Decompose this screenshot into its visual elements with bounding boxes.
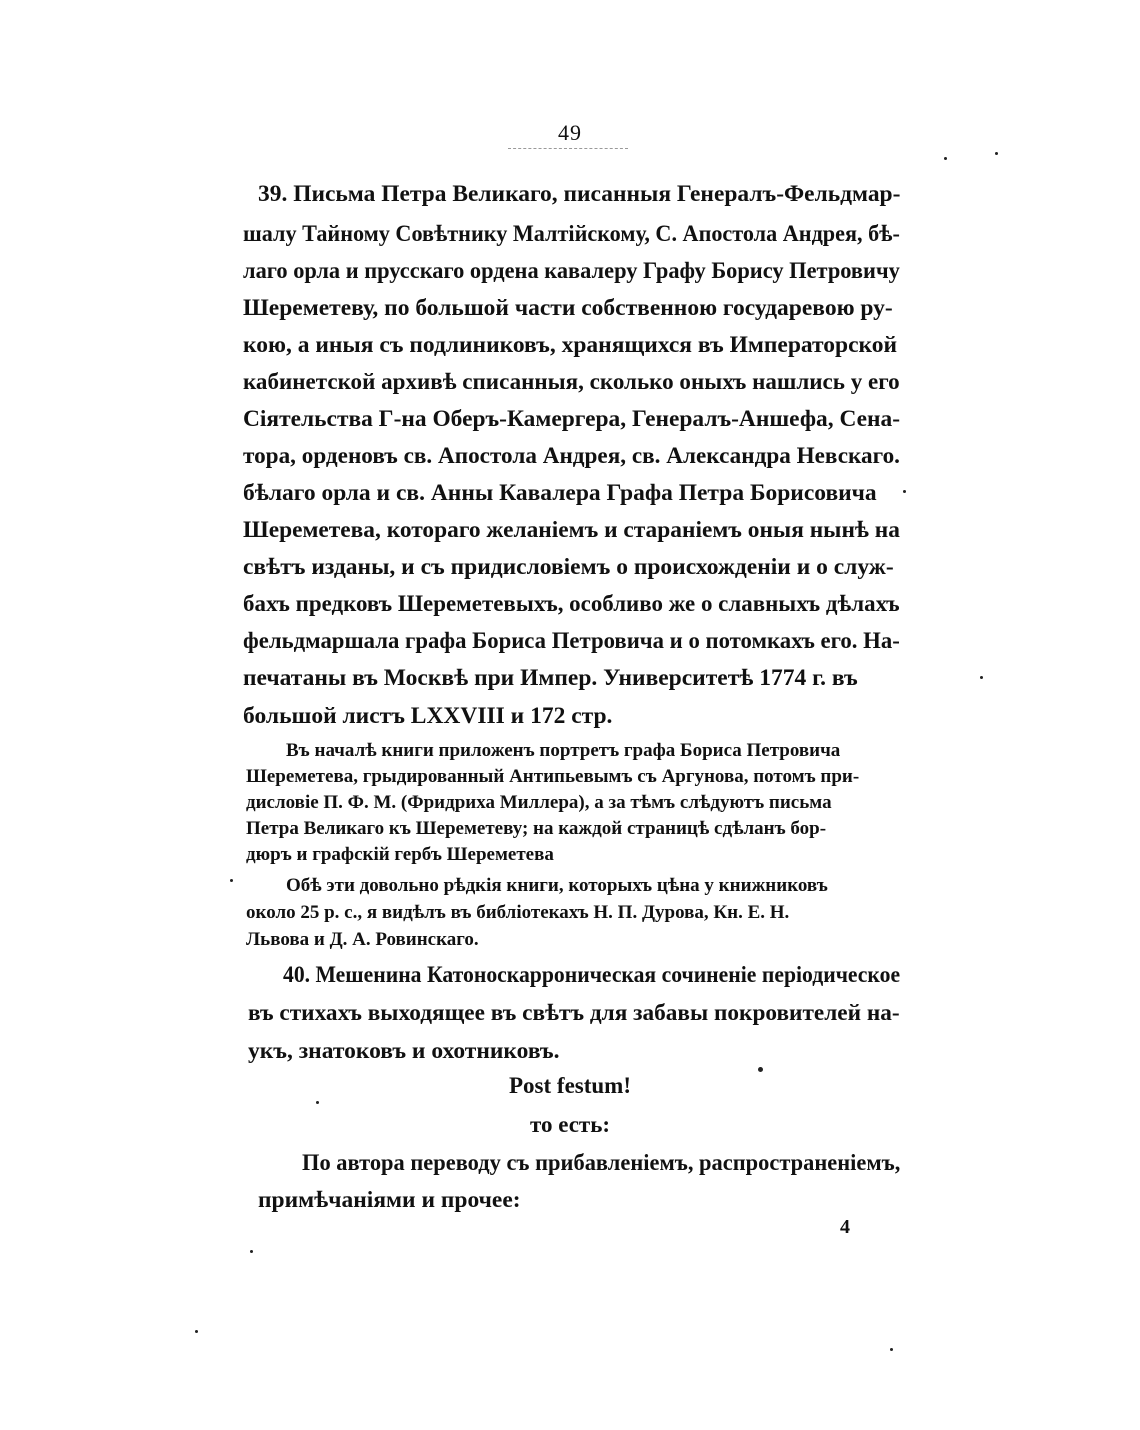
entry39-line-4: Шереметеву, по большой части собственною государевою ру-: [243, 295, 893, 321]
scan-speck: [980, 676, 983, 679]
signature-mark: 4: [840, 1216, 850, 1238]
entry39-line-5: кою, а иныя съ подлиниковъ, хранящихся въ Императорской: [243, 332, 898, 358]
entry40-sub-line-2: примѣчаніями и прочее:: [258, 1187, 521, 1213]
note1-line-4: Петра Великаго къ Шереметеву; на каждой страницѣ сдѣланъ бор-: [246, 818, 827, 839]
scan-speck: [195, 1330, 198, 1333]
header-rule: [508, 148, 628, 149]
entry39-line-8: тора, орденовъ св. Апостола Андрея, св. Александра Невскаго.: [243, 443, 900, 469]
entry40-line-3: укъ, знатоковъ и охотниковъ.: [248, 1038, 560, 1064]
entry39-line-15: большой листъ LXXVIII и 172 стр.: [243, 703, 613, 729]
scan-speck: [890, 1348, 893, 1351]
entry39-line-10: Шереметева, котораго желаніемъ и стараніемъ оныя нынѣ на: [243, 517, 900, 543]
entry39-line-2: шалу Тайному Совѣтнику Малтійскому, С. Апостола Андрея, бѣ-: [243, 221, 900, 247]
entry39-line-14: печатаны въ Москвѣ при Импер. Университетѣ 1774 г. въ: [243, 665, 858, 691]
entry39-line-13: фельдмаршала графа Бориса Петровича и о потомкахъ его. На-: [243, 628, 900, 654]
entry40-sub-line-1: По автора переводу съ прибавленіемъ, распространеніемъ,: [302, 1150, 901, 1176]
heading-post-festum: Post festum!: [509, 1073, 631, 1098]
scan-speck: [944, 157, 947, 160]
scan-speck: [903, 490, 906, 493]
note1-line-1: Въ началѣ книги приложенъ портретъ графа Бориса Петровича: [286, 740, 841, 761]
entry39-line-3: лаго орла и прусскаго ордена кавалеру Графу Борису Петровичу: [243, 258, 900, 284]
note1-line-2: Шереметева, грыдированный Антипьевымъ съ Аргунова, потомъ при-: [246, 766, 860, 787]
page-number: 49: [558, 120, 582, 145]
note2-line-1: Обѣ эти довольно рѣдкія книги, которыхъ цѣна у книжниковъ: [286, 875, 828, 896]
scan-speck: [230, 879, 233, 882]
note2-line-2: около 25 р. с., я видѣлъ въ библіотекахъ Н. П. Дурова, Кн. Е. Н.: [246, 902, 790, 923]
entry39-line-1: 39. Письма Петра Великаго, писанныя Генералъ-Фельдмар-: [258, 181, 901, 207]
entry39-line-9: бѣлаго орла и св. Анны Кавалера Графа Петра Борисовича: [243, 480, 877, 506]
entry39-line-7: Сіятельства Г-на Оберъ-Камергера, Генералъ-Аншефа, Сена-: [243, 406, 901, 432]
entry39-line-11: свѣтъ изданы, и съ придисловіемъ о происхожденіи и о служ-: [243, 554, 894, 580]
scan-speck: [995, 152, 998, 155]
note1-line-3: дисловіе П. Ф. М. (Фридриха Миллера), а за тѣмъ слѣдуютъ письма: [246, 792, 832, 813]
entry39-line-6: кабинетской архивѣ списанныя, сколько оныхъ нашлись у его: [243, 369, 900, 395]
entry40-line-2: въ стихахъ выходящее въ свѣтъ для забавы покровителей на-: [248, 1000, 900, 1026]
scan-speck: [316, 1101, 319, 1104]
note1-line-5: дюръ и графскій гербъ Шереметева: [246, 844, 554, 865]
entry40-line-1: 40. Мешенина Катоноскарроническая сочиненіе періодическое: [283, 962, 901, 988]
note2-line-3: Львова и Д. А. Ровинскаго.: [246, 929, 479, 950]
heading-to-est: то есть:: [529, 1112, 611, 1137]
scan-speck: [250, 1250, 253, 1253]
scan-speck: [758, 1067, 763, 1072]
entry39-line-12: бахъ предковъ Шереметевыхъ, особливо же о славныхъ дѣлахъ: [243, 591, 900, 617]
